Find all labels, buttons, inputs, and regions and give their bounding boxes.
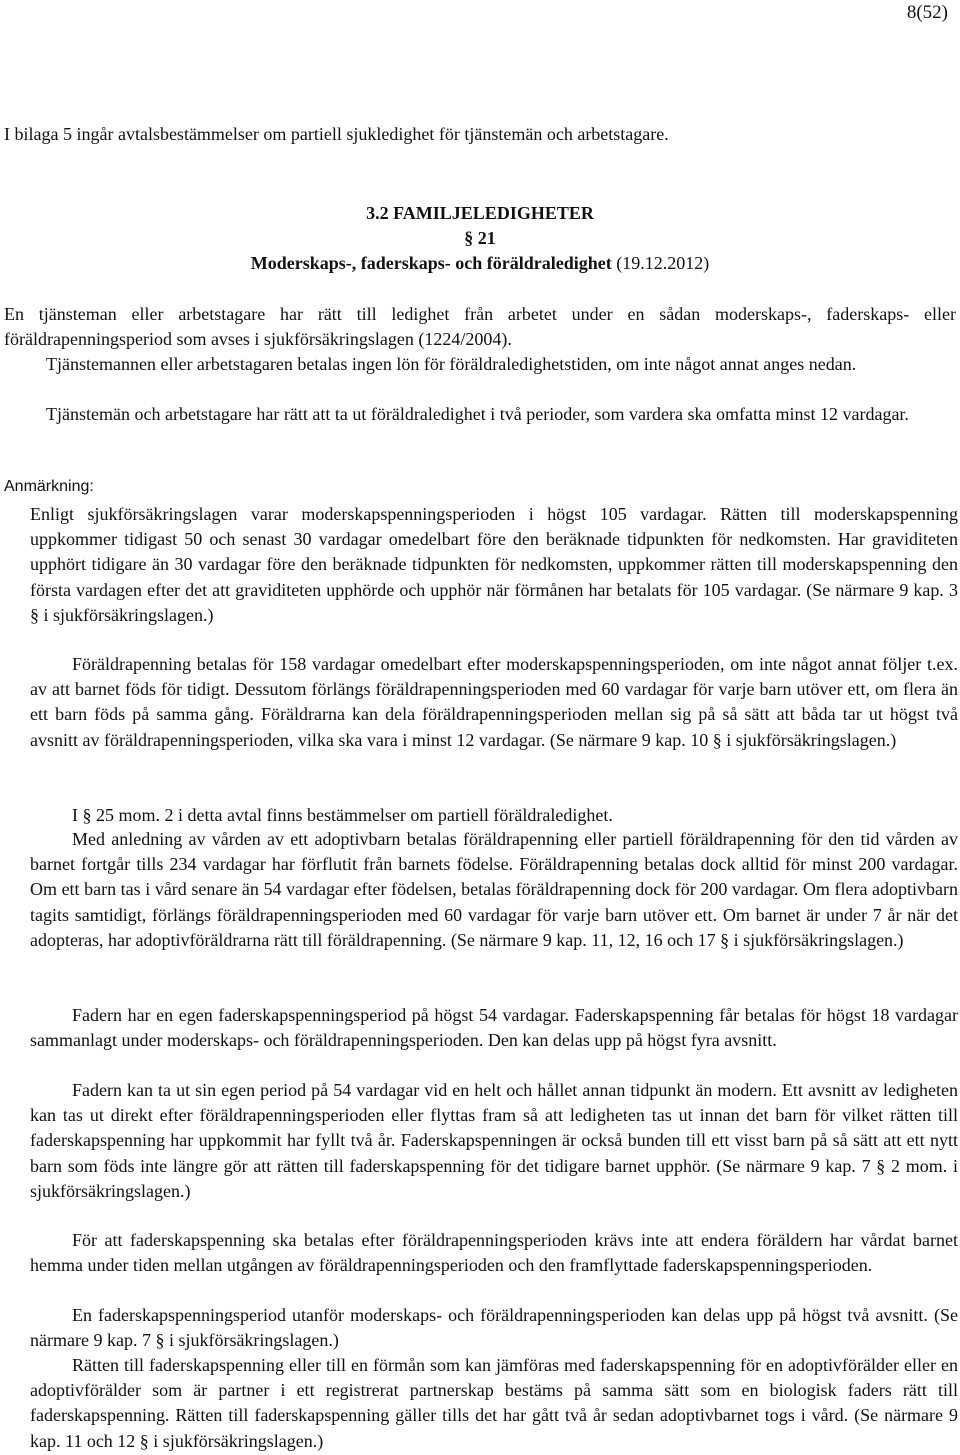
note-paragraph-2: Föräldrapenning betalas för 158 vardagar omedelbart efter moderskapspenningsperioden, om inte något annat följer t.ex. av att barnet föds för tidigt. Dessutom förlängs föräldrapenningsperioden med 60 vardagar för varje barn utöver ett, om flera än ett barn föds på samma gång. Föräldrarna kan dela föräldrapenningsperioden mellan sig på så sätt att båda tar ut högst två avsnitt av föräldrapenningsperioden, vilka ska vara i minst 12 vardagar. (Se närmare 9 kap. 10 § i sjukförsäkringslagen.) [30, 654, 958, 750]
note-paragraph-7: För att faderskapspenning ska betalas efter föräldrapenningsperioden krävs inte att endera föräldern har vårdat barnet hemma under tiden mellan utgången av föräldrapenningsperioden och den framflyttade faderskapspenningsperioden. [30, 1230, 958, 1276]
section-paragraph-ref: § 21 [464, 228, 496, 248]
section-subtitle-line [0, 253, 960, 274]
note-paragraph-9: Rätten till faderskapspenning eller till en förmån som kan jämföras med faderskapspenning för en adoptivförälder eller en adoptivförälder som är partner i ett registrerat partnerskap bestäms på samma sätt som en biologisk faders rätt till faderskapspenning. Rätten till faderskapspenning gäller tills det har gått två år sedan adoptivbarnet togs i vård. (Se närmare 9 kap. 11 och 12 § i sjukförsäkringslagen.) [30, 1355, 958, 1451]
note-paragraph-5: Fadern har en egen faderskapspenningsperiod på högst 54 vardagar. Faderskapspenning får betalas för högst 18 vardagar sammanlagt under moderskaps- och föräldrapenningsperioden. Den kan delas upp på högst fyra avsnitt. [30, 1005, 958, 1051]
note-label: Anmärkning: [4, 478, 94, 495]
paragraph-3: Tjänstemän och arbetstagare har rätt att ta ut föräldraledighet i två perioder, som vardera ska omfatta minst 12 vardagar. [46, 404, 909, 424]
note-paragraph-3: I § 25 mom. 2 i detta avtal finns bestämmelser om partiell föräldraledighet. [72, 805, 613, 825]
note-paragraph-6: Fadern kan ta ut sin egen period på 54 vardagar vid en helt och hållet annan tidpunkt än modern. Ett avsnitt av ledigheten kan tas ut direkt efter föräldrapenningsperioden eller flyttas fram så att ledigheten tas ut innan det barn för vilket rätten till faderskapspenning har uppkommit har fyllt två år. Faderskapspenningen är också bunden till ett visst barn på så sätt att ett nytt barn som föds inte längre gör att rätten till faderskapspenning för det tidigare barnet upphör. (Se närmare 9 kap. 7 § 2 mom. i sjukförsäkringslagen.) [30, 1080, 958, 1201]
paragraph-2: Tjänstemannen eller arbetstagaren betalas ingen lön för föräldraledighetstiden, om inte något annat anges nedan. [46, 354, 857, 374]
note-paragraph-4: Med anledning av vården av ett adoptivbarn betalas föräldrapenning eller partiell föräldrapenning för den tid vården av barnet fortgår tills 234 vardagar har förflutit från barnets födelse. Föräldrapenning betalas dock alltid för minst 200 vardagar. Om ett barn tas i vård senare än 54 vardagar efter födelsen, betalas föräldrapenning dock för 200 vardagar. Om flera adoptivbarn tagits samtidigt, förlängs föräldrapenningsperioden med 60 vardagar för varje barn utöver ett. Om barnet är under 7 år när det adopteras, har adoptivföräldrarna rätt till föräldrapenning. (Se närmare 9 kap. 11, 12, 16 och 17 § i sjukförsäkringslagen.) [30, 829, 958, 950]
note-paragraph-1: Enligt sjukförsäkringslagen varar moderskapspenningsperioden i högst 105 vardagar. Rätten till moderskapspenning uppkommer tidigast 50 och senast 30 vardagar omedelbart före den beräknade tidpunkten för nedkomsten. Har graviditeten upphört tidigare än 30 vardagar före den beräknade tidpunkten för nedkomsten, uppkommer rätten till moderskapspenning den första vardagen efter det att graviditeten upphörde och upphör när förmånen har betalats för 105 vardagar. (Se närmare 9 kap. 3 § i sjukförsäkringslagen.) [30, 504, 958, 625]
note-paragraph-8: En faderskapspenningsperiod utanför moderskaps- och föräldrapenningsperioden kan delas upp på högst två avsnitt. (Se närmare 9 kap. 7 § i sjukförsäkringslagen.) [30, 1305, 958, 1351]
section-date: (19.12.2012) [616, 253, 710, 273]
section-title: 3.2 FAMILJELEDIGHETER [366, 203, 594, 223]
page-number: 8(52) [906, 2, 948, 23]
paragraph-1: En tjänsteman eller arbetstagare har rätt till ledighet från arbetet under en sådan moderskaps-, faderskaps- eller föräldrapenningsperiod som avses i sjukförsäkringslagen (1224/2004). [4, 304, 956, 349]
section-subtitle: Moderskaps-, faderskaps- och föräldraledighet [250, 253, 612, 273]
intro-text: I bilaga 5 ingår avtalsbestämmelser om partiell sjukledighet för tjänstemän och arbetstagare. [4, 124, 669, 144]
